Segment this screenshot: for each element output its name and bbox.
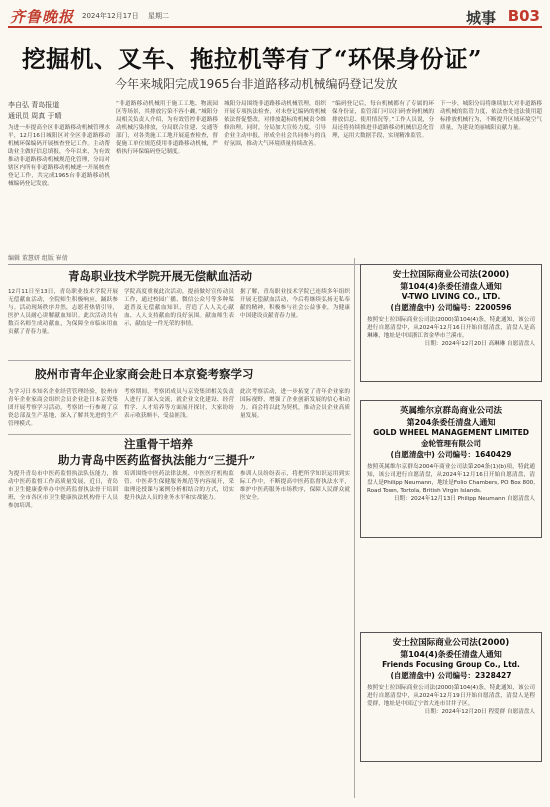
lead-column-3: 城阳分局围绕非道路移动机械管理，组织开展专项执法检查，对未登记编码的机械依法督促整改，对排放超标的机械责令维修治理。同时，分局加大宣传力度，引导企业主动申报，形成全社会共同参与的良好氛围，推动大气环境质量持续改善。 — [224, 101, 326, 147]
story1-column-3: 据了解，青岛职业技术学院已连续多年组织开展无偿献血活动，今后将继续弘扬无私奉献的精神，积极参与社会公益事业，为健康中国建设贡献青春力量。 — [240, 289, 350, 319]
lead-column-4: “编码登记后，每台机械都有了专属的环保身份证，监管部门可以扫码查询机械的排放信息、使用情况等。”工作人员说，分局还将持续推进非道路移动机械信息化管理，运用大数据手段，实现精准监管。 — [332, 101, 434, 139]
notice-company-english: Friends Focusing Group Co., Ltd. — [382, 660, 520, 669]
notice-subtitle: 第204条委任清盘人通知 — [406, 418, 496, 427]
notice-company-english: V-TWO LIVING CO., LTD. — [401, 292, 501, 301]
lead-column-5: 下一步，城阳分局将继续加大对非道路移动机械的监管力度，依法查处违法使用超标排放机械行为，不断提升区域环境空气质量，为建设美丽城阳贡献力量。 — [440, 101, 542, 131]
story2-column-3: 此次考察活动，进一步拓宽了青年企业家的国际视野，增强了企业创新发展的信心和动力。商会将以此为契机，推动会员企业高质量发展。 — [240, 389, 350, 419]
story3-column-3: 参训人员纷纷表示，将把所学知识运用到实际工作中，不断提高中医药监督执法水平，维护中医药服务市场秩序，保障人民群众就医安全。 — [240, 471, 350, 501]
notice-title: 英属维尔京群岛商业公司法 — [399, 406, 502, 416]
editor-credits: 编辑 董慧妍 组版 崔倩 — [8, 253, 542, 265]
column-divider — [354, 258, 355, 798]
story2-column-2: 考察期间，考察团成员与京瓷集团相关负责人进行了深入交流，就企业文化建设、经营哲学、人才培养等方面展开探讨，大家纷纷表示收获颇丰，受益匪浅。 — [124, 389, 234, 419]
story3-column-2: 培训围绕中医药法律法规、中医医疗机构监管、中医养生保健服务规范等内容展开，采取理论授课与案例分析相结合的方式，切实提升执法人员的业务水平和实战能力。 — [124, 471, 234, 501]
story1-column-2: 学院高度重视此次活动，提前做好宣传动员工作，通过校园广播、微信公众号等多种渠道普及无偿献血知识，营造了人人关心献血、人人支持献血的良好氛围。献血师生表示，献血是一件光荣的事情。 — [124, 289, 234, 327]
notice-body: 按照安士拉国际商业公司法(2000)第104(4)条，特此通知，该公司进行自愿清盘中，从2024年12月19日开始自愿清盘，清盘人是程爱群，地址是中国辽宁省大连市甘井子区。 — [367, 685, 535, 707]
notice-signature: 日期：2024年12月20日 高琳琳 自愿清盘人 — [424, 341, 535, 347]
notice-body: 按照安士拉国际商业公司法(2000)第104(4)条，特此通知，该公司进行自愿清盘中，从2024年12月16日开始自愿清盘，清盘人是高琳琳，地址是中国浙江省金华市兰溪市。 — [367, 317, 535, 339]
issue-weekday: 星期二 — [148, 12, 169, 20]
story1-title: 青岛职业技术学院开展无偿献血活动 — [68, 269, 252, 283]
lead-headline: 挖掘机、叉车、拖拉机等有了“环保身份证” — [22, 45, 483, 73]
notice-company-number: (自愿清盘中) 公司编号：2328427 — [390, 671, 512, 680]
notice-company-number: 金轮管理有限公司 (自愿清盘中) 公司编号：1640429 — [390, 439, 512, 459]
notice-title: 安士拉国际商业公司法(2000) — [392, 638, 510, 648]
story1-column-1: 12月11日至13日，青岛职业技术学院开展无偿献血活动，全院师生积极响应，踊跃参与。活动现场秩序井然，志愿者热情引导，医护人员耐心讲解献血知识。此次活动共有数百名师生成功献血，为保障全市临床用血贡献了青春力量。 — [8, 289, 118, 335]
masthead — [8, 6, 542, 28]
liquidation-notice-2 — [360, 400, 542, 538]
story2-column-1: 为学习日本知名企业经营管理经验，胶州市青年企业家商会组织会员企业赴日本京瓷集团开展考察学习活动。考察团一行参观了京瓷总部及生产基地，深入了解其先进的生产管理模式。 — [8, 389, 118, 427]
newspaper-logo: 齐鲁晚报 — [10, 8, 75, 26]
story3-title-line2: 助力青岛中医药监督执法能力“三提升” — [58, 453, 256, 467]
notice-company-english: GOLD WHEEL MANAGEMENT LIMITED — [373, 428, 529, 437]
notice-signature: 日期：2024年12月13日 Philipp Neumann 自愿清盘人 — [393, 496, 535, 502]
lead-subhead: 今年来城阳完成1965台非道路移动机械编码登记发放 — [115, 77, 398, 91]
page-number: B03 — [507, 7, 540, 25]
section-name: 城事 — [465, 9, 496, 27]
story2-title: 胶州市青年企业家商会赴日本京瓷考察学习 — [35, 367, 254, 381]
notice-subtitle: 第104(4)条委任清盘人通知 — [400, 650, 502, 659]
notice-body: 按照英属维尔京群岛2004年商业公司法第204条(1)(b)项，特此通知，该公司进行自愿清盘，从2024年12月16日开始自愿清盘，清盘人是Philipp Neumann，地址是Folio Chambers, PO Box 800, Road Town, Tortola, British Virgin Islands. — [367, 464, 535, 494]
story-divider-1 — [8, 360, 351, 361]
story-divider-2 — [8, 434, 351, 435]
lead-column-1: 为进一步提高全区非道路移动机械管理水平，12月16日城阳区对全区非道路移动机械环保编码开展核查登记工作。主动帮助业主做好信息填报，今年以来，为有效推动非道路移动机械规范化管理，分局对辖区内所有非道路移动机械逐一开展核查登记工作，共完成1965台非道路移动机械编码登记发放。 — [8, 125, 110, 187]
notice-title: 安士拉国际商业公司法(2000) — [392, 270, 510, 280]
liquidation-notice-3 — [360, 632, 542, 762]
notice-company-number: (自愿清盘中) 公司编号：2200596 — [390, 303, 512, 312]
story3-title-line1: 注重骨干培养 — [124, 437, 193, 451]
byline-reporter: 李自弘 青岛报道 — [8, 101, 60, 109]
issue-date: 2024年12月17日 — [82, 12, 139, 20]
liquidation-notice-1 — [360, 264, 542, 382]
lead-byline — [8, 100, 61, 122]
notice-subtitle: 第104(4)条委任清盘人通知 — [400, 282, 502, 291]
byline-correspondent: 通讯员 周真 于晴 — [8, 112, 62, 120]
notice-signature: 日期：2024年12月20日 程爱群 自愿清盘人 — [424, 709, 535, 715]
story3-column-1: 为提升青岛市中医药监督执法队伍能力，推动中医药监督工作高质量发展，近日，青岛市卫生健康委举办中医药监督执法骨干培训班，全市各区市卫生健康执法机构骨干人员参加培训。 — [8, 471, 118, 509]
lead-column-2: “非道路移动机械用于施工工地、物流园区等场景，其排放污染不容小觑。”城阳分局相关负责人介绍，为有效管控非道路移动机械污染排放，分局联合住建、交通等部门，对各类施工工地开展巡查检查，督促施工单位规范使用非道路移动机械，严格执行环保编码登记制度。 — [116, 101, 218, 155]
